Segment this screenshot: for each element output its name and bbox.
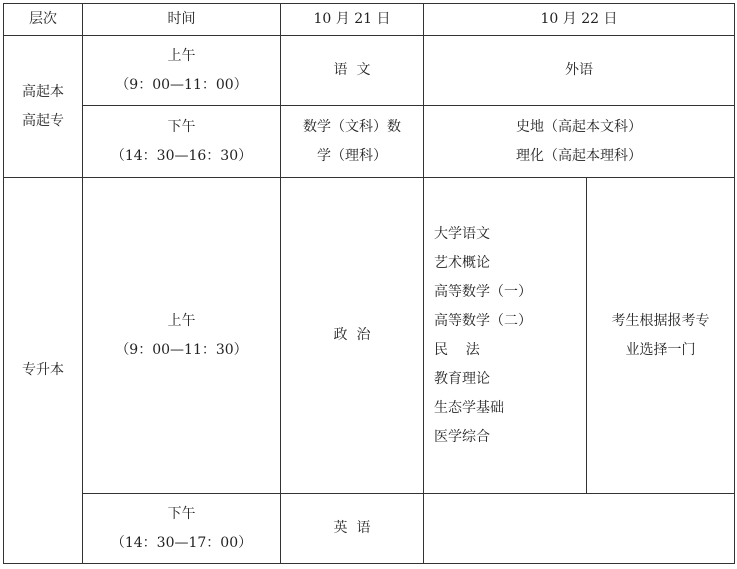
oct22-subject-list bbox=[424, 178, 587, 494]
table-row bbox=[4, 178, 735, 494]
time-label: 上午 bbox=[167, 312, 196, 329]
list-item: 大学语文 bbox=[434, 225, 490, 242]
oct22-subject: 外语 bbox=[424, 36, 735, 106]
table-row bbox=[4, 494, 735, 564]
header-oct21: 10 月 21 日 bbox=[281, 4, 424, 36]
oct21-subject: 英 语 bbox=[281, 494, 424, 564]
level-gqb-line2: 高起专 bbox=[22, 112, 64, 129]
header-level: 层次 bbox=[4, 4, 83, 36]
time-range: （14：30—16：30） bbox=[110, 147, 253, 164]
oct22-subject-empty bbox=[424, 494, 735, 564]
exam-schedule-table bbox=[3, 3, 735, 564]
header-oct22: 10 月 22 日 bbox=[424, 4, 735, 36]
oct21-subject: 语 文 bbox=[281, 36, 424, 106]
list-item: 生态学基础 bbox=[434, 399, 504, 416]
time-range: （14：30—17：00） bbox=[110, 534, 253, 551]
table-row bbox=[4, 106, 735, 178]
header-row bbox=[4, 4, 735, 36]
note-line1: 考生根据报考专 bbox=[611, 312, 710, 329]
time-cell bbox=[83, 36, 281, 106]
subject-line2: 学（理科） bbox=[317, 147, 387, 164]
list-item: 教育理论 bbox=[434, 370, 490, 387]
time-range: （9：00—11：00） bbox=[115, 76, 248, 93]
list-item: 民 法 bbox=[434, 341, 480, 358]
level-gqb bbox=[4, 36, 83, 178]
time-cell bbox=[83, 494, 281, 564]
time-cell bbox=[83, 106, 281, 178]
subject-line1: 数学（文科）数 bbox=[303, 118, 401, 135]
subject-line1: 史地（高起本文科） bbox=[516, 118, 642, 135]
time-cell bbox=[83, 178, 281, 494]
note-line2: 业选择一门 bbox=[625, 341, 696, 358]
list-item: 高等数学（一） bbox=[434, 283, 532, 300]
oct22-subject bbox=[424, 106, 735, 178]
list-item: 艺术概论 bbox=[434, 254, 490, 271]
header-time: 时间 bbox=[83, 4, 281, 36]
time-label: 下午 bbox=[167, 505, 196, 522]
oct21-subject bbox=[281, 106, 424, 178]
oct21-subject: 政 治 bbox=[281, 178, 424, 494]
time-label: 下午 bbox=[167, 118, 196, 135]
list-item: 医学综合 bbox=[434, 428, 490, 445]
subject-line2: 理化（高起本理科） bbox=[516, 147, 642, 164]
time-range: （9：00—11：30） bbox=[115, 341, 248, 358]
level-gqb-line1: 高起本 bbox=[22, 83, 64, 100]
oct22-note bbox=[587, 178, 735, 494]
table-row bbox=[4, 36, 735, 106]
list-item: 高等数学（二） bbox=[434, 312, 532, 329]
time-label: 上午 bbox=[167, 47, 196, 64]
level-zsb: 专升本 bbox=[4, 178, 83, 564]
